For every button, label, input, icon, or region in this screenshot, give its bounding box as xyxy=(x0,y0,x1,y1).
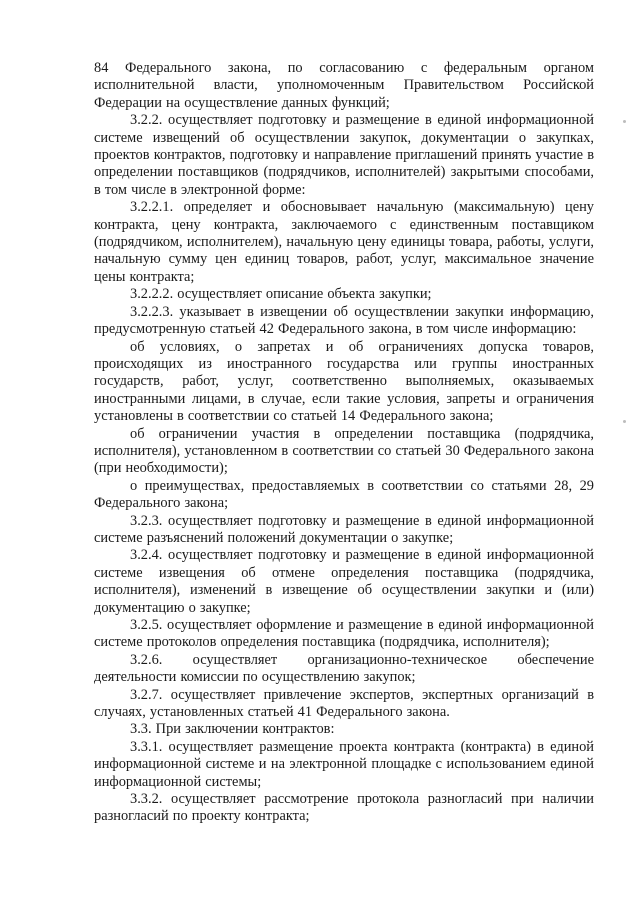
paragraph-3-2-2-2: 3.2.2.2. осуществляет описание объекта закупки; xyxy=(130,286,432,303)
paragraph-3-3-1: 3.3.1. осуществляет размещение проекта контракта (контракта) в единой информационной системе и на электронной площадке с использованием единой информационной системы; xyxy=(94,738,594,790)
paragraph-3-2-6: 3.2.6. осуществляет организационно-техническое обеспечение деятельности комиссии по осуществлению закупок; xyxy=(94,651,594,686)
paragraph-3-2-2-1: 3.2.2.1. определяет и обосновывает начальную (максимальную) цену контракта, цену контракта, заключаемого с единственным поставщиком (подрядчиком, исполнителем), начальную цену единицы товара, работы, услуги, начальную сумму цен единиц товаров, работ, услуг, максимальное значение цены контракта; xyxy=(94,199,594,285)
paragraph-3-2-2: 3.2.2. осуществляет подготовку и размещение в единой информационной системе извещений об осуществлении закупок, документации о закупках, проектов контрактов, подготовку и направление приглашений принять участие в определении поставщиков (подрядчиков, исполнителей) закрытыми способами, в том числе в электронной форме: xyxy=(94,112,594,198)
paragraph-3-2-2-3: 3.2.2.3. указывает в извещении об осуществлении закупки информацию, предусмотренную статьей 42 Федерального закона, в том числе информацию: xyxy=(94,303,594,338)
paragraph-3-2-7: 3.2.7. осуществляет привлечение экспертов, экспертных организаций в случаях, установленных статьей 41 Федерального закона. xyxy=(94,686,594,721)
paragraph-3-2-4: 3.2.4. осуществляет подготовку и размещение в единой информационной системе извещения об отмене определения поставщика (подрядчика, исполнителя), изменений в извещение об осуществлении закупки и (или) документацию о закупке; xyxy=(94,547,594,616)
paragraph-3-2-5: 3.2.5. осуществляет оформление и размещение в единой информационной системе протоколов определения поставщика (подрядчика, исполнителя); xyxy=(94,617,594,651)
scan-dot-mark xyxy=(623,120,626,123)
paragraph-1: 84 Федерального закона, по согласованию с федеральным органом исполнительной власти, уполномоченным Правительством Российской Федерации на осуществление данных функций; xyxy=(94,60,594,111)
paragraph-3-3: 3.3. При заключении контрактов: xyxy=(130,721,335,738)
scan-dot-mark xyxy=(623,420,626,423)
paragraph-restriction: об ограничении участия в определении поставщика (подрядчика, исполнителя), установленном в соответствии со статьей 30 Федерального закона (при необходимости); xyxy=(94,425,594,477)
paragraph-3-3-2: 3.3.2. осуществляет рассмотрение протокола разногласий при наличии разногласий по проекту контракта; xyxy=(94,791,594,825)
document-page xyxy=(94,60,594,826)
paragraph-3-2-3: 3.2.3. осуществляет подготовку и размещение в единой информационной системе разъяснений положений документации о закупке; xyxy=(94,512,594,546)
paragraph-conditions: об условиях, о запретах и об ограничениях допуска товаров, происходящих из иностранного государства или группы иностранных государств, работ, услуг, соответственно выполняемых, оказываемых иностранными лицами, в случае, если такие условия, запреты и ограничения установлены в соответствии со статьей 14 Федерального закона; xyxy=(94,338,594,425)
paragraph-advantages: о преимуществах, предоставляемых в соответствии со статьями 28, 29 Федерального закона; xyxy=(94,477,594,512)
